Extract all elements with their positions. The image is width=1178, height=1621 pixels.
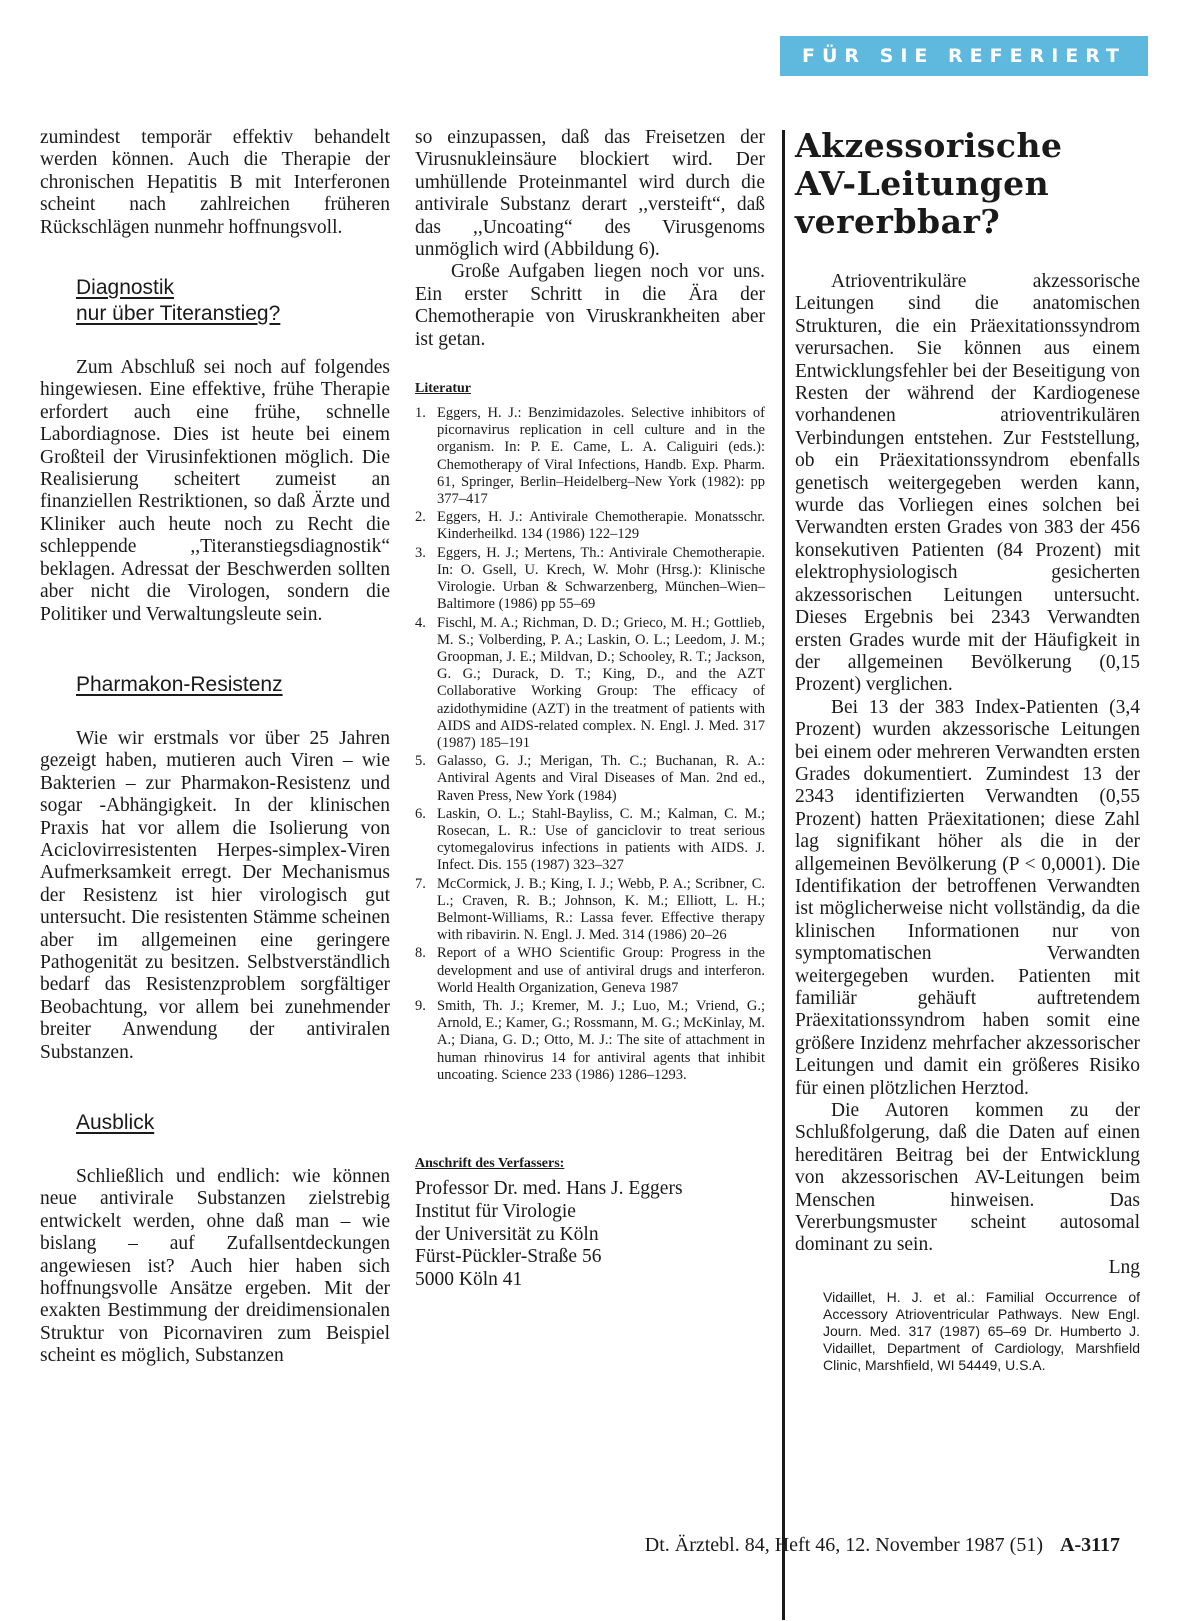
page-number: A-3117: [1060, 1534, 1120, 1556]
column-left: [40, 127, 390, 1368]
subheading-pharmakon-resistenz: Pharmakon-Resistenz: [76, 672, 283, 696]
address-line: Professor Dr. med. Hans J. Eggers: [415, 1177, 683, 1199]
reference-number: 3.: [415, 544, 426, 561]
column-right: [795, 127, 1140, 1374]
reference-number: 6.: [415, 805, 426, 822]
subheading-ausblick: Ausblick: [76, 1111, 155, 1134]
reference-item: [415, 945, 765, 997]
reference-number: 2.: [415, 509, 426, 526]
paragraph: Atrioventrikuläre akzessorische Leitungen sind die anatomischen Strukturen, die ein Präexitationssyndrom verursachen. Sie können aus einem Entwicklungsfehler bei der Beseitigung von Resten der während der Kardiogenese vorhandenen atrioventrikulären Verbindungen entstehen. Zur Feststellung, ob ein Präexitationssyndrom ebenfalls genetisch weitergegeben werden kann, wurde das Vorliegen eines solchen bei Verwandten ersten Grades von 383 der 456 konsekutiven Patienten (84 Prozent) mit elektrophysiologisch gesicherten akzessorischen Leitungen untersucht. Dieses Ergebnis bei 2343 Verwandten ersten Grades wurde mit der Häufigkeit in der allgemeinen Bevölkerung (0,15 Prozent) verglichen.: [795, 271, 1140, 696]
page-footer: [645, 1534, 1120, 1557]
reference-number: 1.: [415, 405, 426, 422]
subheading-line: Diagnostik: [76, 276, 175, 300]
reference-number: 9.: [415, 997, 426, 1014]
section-banner: FÜR SIE REFERIERT: [780, 36, 1148, 76]
reference-text: Report of a WHO Scientific Group: Progress in the development and use of antiviral drugs and interferon. World Health Organization, Geneva 1987: [437, 945, 765, 996]
reference-item: [415, 753, 765, 805]
column-divider: [782, 130, 785, 1620]
reference-item: [415, 806, 765, 875]
article-headline: [795, 127, 1140, 241]
headline-line: Akzessorische: [795, 126, 1063, 165]
reference-text: Laskin, O. L.; Stahl-Bayliss, C. M.; Kalman, C. M.; Rosecan, L. R.: Use of ganciclovir to treat serious cytomegalovirus infections in patients with AIDS. J. Infect. Dis. 155 (1987) 323–327: [437, 805, 765, 874]
reference-list: [415, 405, 765, 1084]
paragraph: Wie wir erstmals vor über 25 Jahren gezeigt haben, mutieren auch Viren – wie Bakterien – zur Pharmakon-Resistenz und sogar -Abhängigkeit. In der klinischen Praxis hat vor allem die Isolierung von Aciclovirresistenten Herpes-simplex-Viren Aufmerksamkeit erregt. Der Mechanismus der Resistenz ist hier virologisch gut untersucht. Die resistenten Stämme scheinen aber im allgemeinen eine geringere Pathogenität zu besitzen. Selbstverständlich bedarf das Resistenzproblem sorgfältiger Beobachtung, vor allem bei zunehmender breiter Anwendung der antiviralen Substanzen.: [40, 727, 390, 1063]
address-line: Fürst-Pückler-Straße 56: [415, 1246, 602, 1268]
source-citation: Vidaillet, H. J. et al.: Familial Occurrence of Accessory Atrioventricular Pathways. New Engl. Journ. Med. 317 (1987) 65–69 Dr. Humberto J. Vidaillet, Department of Cardiology, Marshfield Clinic, Marshfield, WI 54449, U.S.A.: [823, 1288, 1140, 1373]
reference-text: McCormick, J. B.; King, I. J.; Webb, P. A.; Scribner, C. L.; Craven, R. B.; Johnson, K. M.; Elliott, L. H.; Belmont-Williams, R.: Lassa fever. Effective therapy with ribavirin. N. Engl. J. Med. 314 (1986) 20–26: [437, 875, 765, 944]
reference-text: Smith, Th. J.; Kremer, M. J.; Luo, M.; Vriend, G.; Arnold, E.; Kamer, G.; Rossmann, M. G.; McKinlay, M. A.; Diana, G. D.; Otto, M. J.: The site of attachment in human rhinovirus 14 for antiviral agents that inhibit uncoating. Science 233 (1986) 1286–1293.: [437, 997, 765, 1083]
reference-item: [415, 545, 765, 614]
reference-number: 7.: [415, 875, 426, 892]
paragraph: Die Autoren kommen zu der Schlußfolgerung, daß die Daten auf einen hereditären Beitrag bei der Entwicklung von akzessorischen AV-Leitungen beim Menschen hinweisen. Das Vererbungsmuster scheint autosomal dominant zu sein.: [795, 1100, 1140, 1256]
reference-item: [415, 998, 765, 1084]
reference-item: [415, 405, 765, 508]
headline-line: vererbbar?: [795, 202, 1001, 241]
address-heading: Anschrift des Verfassers:: [415, 1155, 565, 1171]
reference-item: [415, 509, 765, 543]
reference-text: Eggers, H. J.; Mertens, Th.: Antivirale Chemotherapie. In: O. Gsell, U. Krech, W. Mohr (Hrsg.): Klinische Virologie. Urban & Schwarzenberg, München–Wien–Baltimore (1986) pp 55–69: [437, 544, 765, 613]
address-line: Institut für Virologie: [415, 1200, 576, 1222]
address-line: 5000 Köln 41: [415, 1269, 523, 1291]
paragraph: so einzupassen, daß das Freisetzen der Virusnukleinsäure blockiert wird. Der umhüllende Proteinmantel wird durch die antivirale Substanz derart ,,versteift“, daß das ,,Uncoating“ des Virusgenoms unmöglich wird (Abbildung 6).: [415, 127, 765, 261]
paragraph: zumindest temporär effektiv behandelt werden können. Auch die Therapie der chronischen Hepatitis B mit Interferonen scheint nach zahlreichen früheren Rückschlägen nunmehr hoffnungsvoll.: [40, 127, 390, 238]
reference-number: 5.: [415, 753, 426, 770]
reference-text: Eggers, H. J.: Benzimidazoles. Selective inhibitors of picornavirus replication in cell culture and in the organism. In: P. E. Came, L. A. Caliguiri (eds.): Chemotherapy of Viral Infections, Handb. Exp. Pharm. 61, Springer, Berlin–Heidelberg–New York (1982): pp 377–417: [437, 405, 765, 508]
address-line: der Universität zu Köln: [415, 1223, 599, 1245]
reference-number: 4.: [415, 614, 426, 631]
paragraph: Schließlich und endlich: wie können neue antivirale Substanzen zielstrebig entwickelt werden, ohne daß man – wie bislang – auf Zufallsentdeckungen angewiesen ist? Auch hier haben sich hoffnungsvolle Ansätze ergeben. Mit der exakten Bestimmung der dreidimensionalen Struktur von Picornaviren zum Beispiel scheint es möglich, Substanzen: [40, 1166, 390, 1367]
subheading-line: nur über Titeranstieg?: [76, 302, 281, 326]
journal-citation: Dt. Ärztebl. 84, Heft 46, 12. November 1987 (51): [644, 1534, 1043, 1556]
subheading-diagnostik: [76, 275, 390, 327]
reference-text: Eggers, H. J.: Antivirale Chemotherapie. Monatsschr. Kinderheilkd. 134 (1986) 122–129: [437, 509, 765, 543]
reference-text: Fischl, M. A.; Richman, D. D.; Grieco, M. H.; Gottlieb, M. S.; Volberding, P. A.; Laskin, O. L.; Leedom, J. M.; Groopman, J. E.; Mildvan, D.; Schooley, R. T.; Jackson, G. G.; Durack, D. T.; King, D., and the AZT Collaborative Working Group: The efficacy of azidothymidine (AZT) in the treatment of patients with AIDS and AIDS-related complex. N. Engl. J. Med. 317 (1987) 185–191: [437, 614, 765, 751]
paragraph: Zum Abschluß sei noch auf folgendes hingewiesen. Eine effektive, frühe Therapie erfordert auch eine frühe, schnelle Labordiagnose. Dies ist heute bei einem Großteil der Virusinfektionen möglich. Die Realisierung scheitert zumeist an finanziellen Restriktionen, so daß Ärzte und Kliniker auch heute noch zu Recht die schleppende ,,Titeranstiegsdiagnostik“ beklagen. Adressat der Beschwerden sollten aber nicht die Virologen, sondern die Politiker und Verwaltungsleute sein.: [40, 357, 390, 625]
literature-heading: Literatur: [415, 381, 471, 397]
reference-text: Galasso, G. J.; Merigan, Th. C.; Buchanan, R. A.: Antiviral Agents and Viral Diseases of Man. 2nd ed., Raven Press, New York (1984): [437, 753, 765, 804]
paragraph: Bei 13 der 383 Index-Patienten (3,4 Prozent) wurden akzessorische Leitungen bei einem oder mehreren Verwandten ersten Grades dokumentiert. Zumindest 13 der 2343 identifizierten Verwandten (0,55 Prozent) hatten Präexitationen; diese Zahl lag signifikant höher als die in der allgemeinen Bevölkerung (P < 0,0001). Die Identifikation der betroffenen Verwandten ist möglicherweise nicht vollständig, da die klinischen Informationen nur von symptomatischen Verwandten weitergegeben wurden. Patienten mit familiär gehäuft auftretendem Präexitationssyndrom haben somit eine größere Inzidenz mehrfacher akzessorischer Leitungen und damit ein größeres Risiko für einen plötzlichen Herztod.: [795, 696, 1140, 1099]
column-middle: [415, 127, 765, 1292]
reference-item: [415, 876, 765, 945]
paragraph: Große Aufgaben liegen noch vor uns. Ein erster Schritt in die Ära der Chemotherapie von Viruskrankheiten aber ist getan.: [415, 261, 765, 350]
reference-item: [415, 615, 765, 753]
reference-number: 8.: [415, 945, 426, 962]
headline-line: AV-Leitungen: [795, 164, 1050, 203]
author-signature: Lng: [1108, 1256, 1140, 1278]
